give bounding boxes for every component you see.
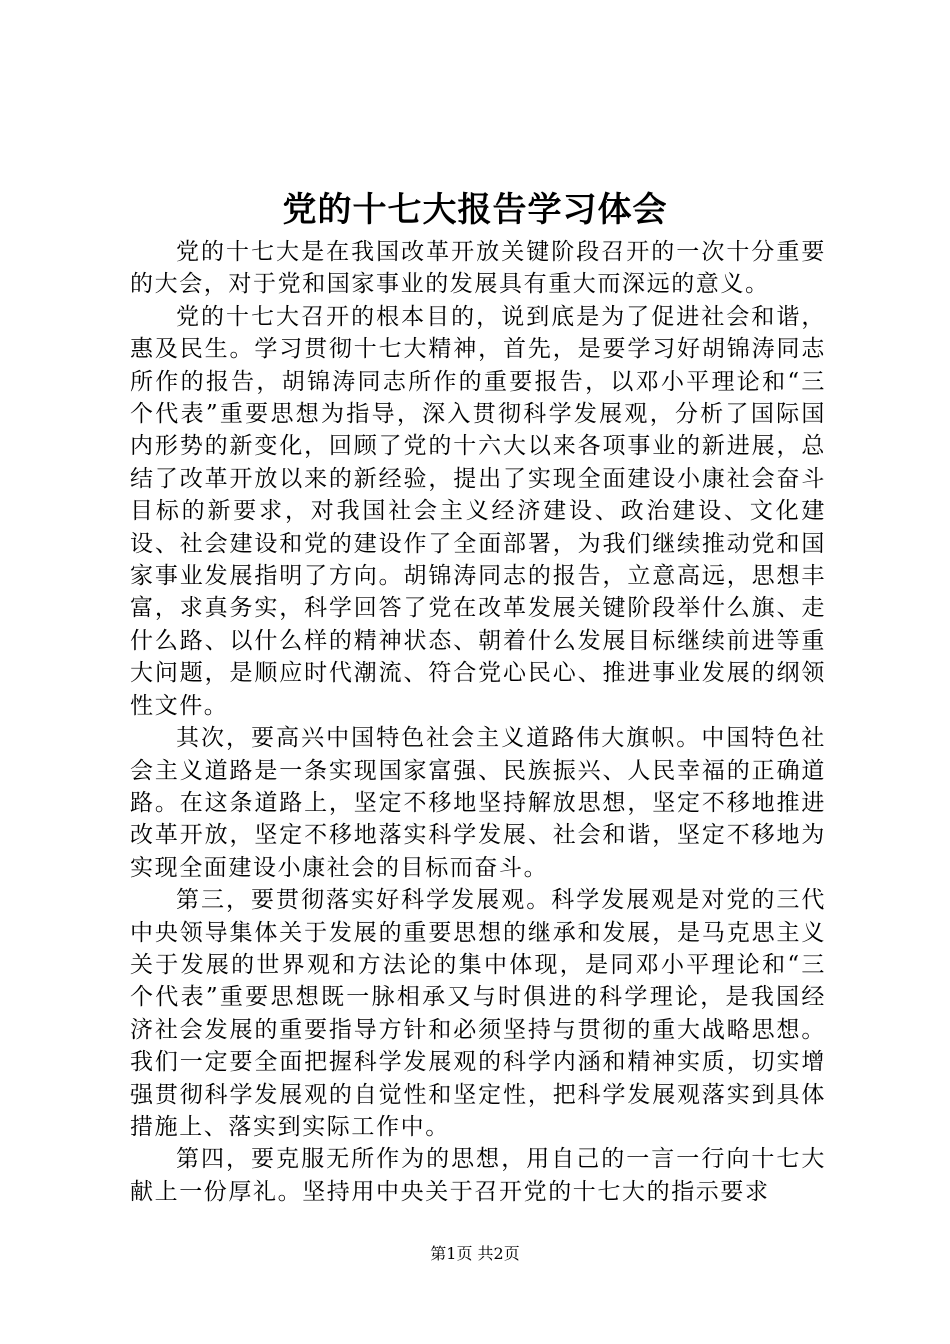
- page-footer: 第1页 共2页: [430, 1244, 520, 1263]
- paragraph-1: 党的十七大是在我国改革开放关键阶段召开的一次十分重要的大会，对于党和国家事业的发展具有重大而深远的意义。: [130, 239, 826, 298]
- paragraph-3: 其次，要高兴中国特色社会主义道路伟大旗帜。中国特色社会主义道路是一条实现国家富强、民族振兴、人民幸福的正确道路。在这条道路上，坚定不移地坚持解放思想，坚定不移地推进改革开放，坚定不移地落实科学发展、社会和谐，坚定不移地为实现全面建设小康社会的目标而奋斗。: [130, 725, 826, 881]
- paragraph-4: 第三，要贯彻落实好科学发展观。科学发展观是对党的三代中央领导集体关于发展的重要思想的继承和发展，是马克思主义关于发展的世界观和方法论的集中体现，是同邓小平理论和“三个代表”重要思想既一脉相承又与时俱进的科学理论，是我国经济社会发展的重要指导方针和必须坚持与贯彻的重大战略思想。我们一定要全面把握科学发展观的科学内涵和精神实质，切实增强贯彻科学发展观的自觉性和坚定性，把科学发展观落实到具体措施上、落实到实际工作中。: [130, 887, 826, 1140]
- document-title: 党的十七大报告学习体会: [282, 190, 668, 230]
- paragraph-2: 党的十七大召开的根本目的，说到底是为了促进社会和谐，惠及民生。学习贯彻十七大精神，首先，是要学习好胡锦涛同志所作的报告，胡锦涛同志所作的重要报告，以邓小平理论和“三个代表”重要思想为指导，深入贯彻科学发展观，分析了国际国内形势的新变化，回顾了党的十六大以来各项事业的新进展，总结了改革开放以来的新经验，提出了实现全面建设小康社会奋斗目标的新要求，对我国社会主义经济建设、政治建设、文化建设、社会建设和党的建设作了全面部署，为我们继续推动党和国家事业发展指明了方向。胡锦涛同志的报告，立意高远，思想丰富，求真务实，科学回答了党在改革发展关键阶段举什么旗、走什么路、以什么样的精神状态、朝着什么发展目标继续前进等重大问题，是顺应时代潮流、符合党心民心、推进事业发展的纲领性文件。: [130, 303, 826, 719]
- paragraph-5: 第四，要克服无所作为的思想，用自己的一言一行向十七大献上一份厚礼。坚持用中央关于召开党的十七大的指示要求: [130, 1146, 826, 1205]
- document-body: [130, 236, 826, 1208]
